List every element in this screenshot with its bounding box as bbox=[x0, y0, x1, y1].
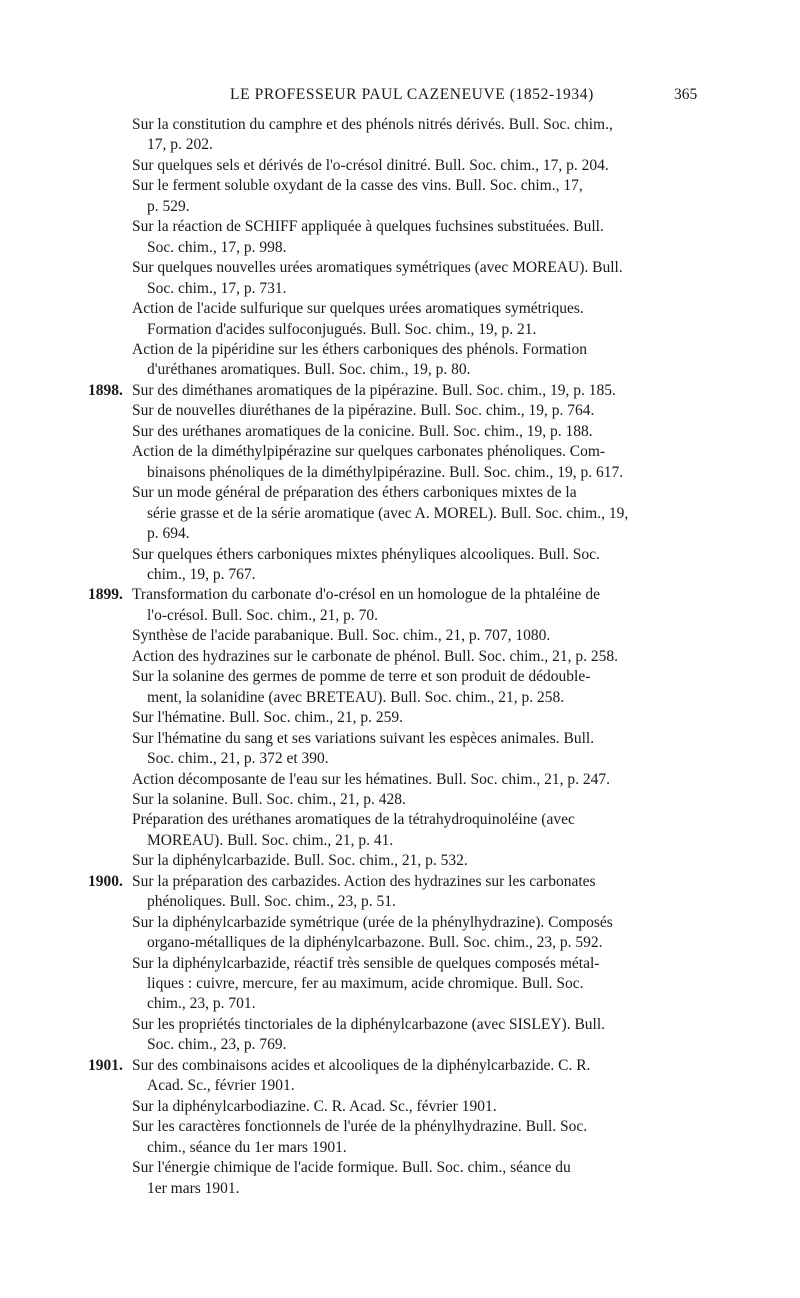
entry-line: Sur la solanine. Bull. Soc. chim., 21, p. 428. bbox=[132, 790, 406, 808]
entry-reference bbox=[132, 115, 697, 156]
bibliography-entry bbox=[0, 667, 800, 708]
entry-line: Action des hydrazines sur le carbonate de phénol. Bull. Soc. chim., 21, p. 258. bbox=[132, 647, 618, 665]
entry-line: Sur les propriétés tinctoriales de la diphénylcarbazone (avec SISLEY). Bull. bbox=[132, 1015, 606, 1033]
bibliography-entry bbox=[0, 729, 800, 770]
bibliography-entry bbox=[0, 770, 800, 790]
bibliography-entry bbox=[0, 851, 800, 871]
bibliography-entry bbox=[0, 156, 800, 176]
entry-line: Acad. Sc., février 1901. bbox=[147, 1077, 295, 1095]
entry-line: d'uréthanes aromatiques. Bull. Soc. chim., 19, p. 80. bbox=[147, 361, 471, 379]
entry-line: Sur l'énergie chimique de l'acide formique. Bull. Soc. chim., séance du bbox=[132, 1159, 571, 1177]
bibliography-entry bbox=[0, 217, 800, 258]
entry-reference bbox=[132, 647, 697, 667]
bibliography-entry bbox=[0, 872, 800, 913]
entry-line: Sur la préparation des carbazides. Action des hydrazines sur les carbonates bbox=[132, 872, 596, 890]
bibliography-entry bbox=[0, 1056, 800, 1097]
entry-line: Sur un mode général de préparation des éthers carboniques mixtes de la bbox=[132, 484, 577, 502]
entry-reference bbox=[132, 1117, 697, 1158]
entry-line: Soc. chim., 23, p. 769. bbox=[147, 1036, 287, 1054]
entry-reference bbox=[132, 810, 697, 851]
entry-reference bbox=[132, 790, 697, 810]
bibliography-entry bbox=[0, 483, 800, 544]
entry-reference bbox=[132, 340, 697, 381]
entry-line: Sur des diméthanes aromatiques de la pipérazine. Bull. Soc. chim., 19, p. 185. bbox=[132, 381, 616, 399]
entry-line: Soc. chim., 21, p. 372 et 390. bbox=[147, 750, 329, 768]
entry-line: Action décomposante de l'eau sur les hématines. Bull. Soc. chim., 21, p. 247. bbox=[132, 770, 611, 788]
entry-reference bbox=[132, 545, 697, 586]
entry-reference bbox=[132, 954, 697, 1015]
entry-reference bbox=[132, 1097, 697, 1117]
bibliography-entry bbox=[0, 176, 800, 217]
entry-reference bbox=[132, 1015, 697, 1056]
entry-line: Soc. chim., 17, p. 998. bbox=[147, 238, 287, 256]
entry-reference bbox=[132, 176, 697, 217]
entry-line: Sur quelques sels et dérivés de l'o-crésol dinitré. Bull. Soc. chim., 17, p. 204. bbox=[132, 156, 609, 174]
entry-line: Action de la diméthylpipérazine sur quelques carbonates phénoliques. Com- bbox=[132, 443, 606, 461]
entry-line: Sur quelques éthers carboniques mixtes phényliques alcooliques. Bull. Soc. bbox=[132, 545, 600, 563]
entry-reference bbox=[132, 585, 697, 626]
entry-line: Soc. chim., 17, p. 731. bbox=[147, 279, 287, 297]
bibliography-list bbox=[0, 115, 800, 1199]
page-number: 365 bbox=[674, 86, 698, 103]
entry-reference bbox=[132, 913, 697, 954]
entry-line: chim., 23, p. 701. bbox=[147, 995, 256, 1013]
entry-line: p. 529. bbox=[147, 197, 190, 215]
entry-line: Sur la solanine des germes de pomme de terre et son produit de dédouble- bbox=[132, 668, 591, 686]
entry-line: Sur de nouvelles diuréthanes de la pipérazine. Bull. Soc. chim., 19, p. 764. bbox=[132, 402, 595, 420]
entry-reference bbox=[132, 217, 697, 258]
entry-line: Sur la constitution du camphre et des phénols nitrés dérivés. Bull. Soc. chim., bbox=[132, 116, 613, 133]
entry-line: binaisons phénoliques de la diméthylpipérazine. Bull. Soc. chim., 19, p. 617. bbox=[147, 463, 624, 481]
bibliography-entry bbox=[0, 422, 800, 442]
entry-reference bbox=[132, 299, 697, 340]
entry-line: chim., 19, p. 767. bbox=[147, 565, 256, 583]
entry-reference bbox=[132, 872, 697, 913]
bibliography-entry bbox=[0, 954, 800, 1015]
bibliography-entry bbox=[0, 401, 800, 421]
entry-line: série grasse et de la série aromatique (avec A. MOREL). Bull. Soc. chim., 19, bbox=[147, 504, 629, 522]
entry-reference bbox=[132, 851, 697, 871]
entry-line: phénoliques. Bull. Soc. chim., 23, p. 51. bbox=[147, 893, 396, 911]
entry-line: Sur l'hématine du sang et ses variations suivant les espèces animales. Bull. bbox=[132, 729, 595, 747]
bibliography-entry bbox=[0, 340, 800, 381]
entry-reference bbox=[132, 770, 697, 790]
entry-reference bbox=[132, 442, 697, 483]
entry-reference bbox=[132, 483, 697, 544]
entry-line: Synthèse de l'acide parabanique. Bull. Soc. chim., 21, p. 707, 1080. bbox=[132, 627, 551, 645]
entry-line: ment, la solanidine (avec BRETEAU). Bull. Soc. chim., 21, p. 258. bbox=[147, 688, 565, 706]
entry-line: p. 694. bbox=[147, 525, 190, 543]
bibliography-entry bbox=[0, 299, 800, 340]
entry-reference bbox=[132, 381, 697, 401]
entry-line: Sur des combinaisons acides et alcooliques de la diphénylcarbazide. C. R. bbox=[132, 1056, 591, 1074]
bibliography-entry bbox=[0, 913, 800, 954]
entry-line: Sur la réaction de SCHIFF appliquée à quelques fuchsines substituées. Bull. bbox=[132, 218, 604, 236]
entry-line: Sur quelques nouvelles urées aromatiques symétriques (avec MOREAU). Bull. bbox=[132, 259, 623, 277]
bibliography-entry bbox=[0, 1158, 800, 1199]
bibliography-entry bbox=[0, 258, 800, 299]
bibliography-entry bbox=[0, 1117, 800, 1158]
entry-year: 1901. bbox=[88, 1056, 123, 1074]
entry-line: Sur la diphénylcarbazide symétrique (urée de la phénylhydrazine). Composés bbox=[132, 913, 613, 931]
entry-line: Sur les caractères fonctionnels de l'urée de la phénylhydrazine. Bull. Soc. bbox=[132, 1118, 588, 1136]
bibliography-entry bbox=[0, 647, 800, 667]
entry-year: 1899. bbox=[88, 586, 123, 604]
entry-line: Action de la pipéridine sur les éthers carboniques des phénols. Formation bbox=[132, 340, 587, 358]
entry-line: l'o-crésol. Bull. Soc. chim., 21, p. 70. bbox=[147, 606, 378, 624]
entry-reference bbox=[132, 667, 697, 708]
entry-line: 1er mars 1901. bbox=[147, 1179, 240, 1197]
entry-reference bbox=[132, 708, 697, 728]
entry-year: 1900. bbox=[88, 872, 123, 890]
entry-line: Sur l'hématine. Bull. Soc. chim., 21, p. 259. bbox=[132, 709, 404, 727]
entry-line: Formation d'acides sulfoconjugués. Bull. Soc. chim., 19, p. 21. bbox=[147, 320, 537, 338]
entry-line: liques : cuivre, mercure, fer au maximum, acide chromique. Bull. Soc. bbox=[147, 975, 584, 993]
entry-line: Action de l'acide sulfurique sur quelques urées aromatiques symétriques. bbox=[132, 300, 584, 318]
bibliography-entry bbox=[0, 1097, 800, 1117]
bibliography-entry bbox=[0, 115, 800, 156]
running-header bbox=[0, 86, 800, 110]
bibliography-entry bbox=[0, 442, 800, 483]
entry-reference bbox=[132, 156, 697, 176]
bibliography-entry bbox=[0, 585, 800, 626]
entry-line: Sur des uréthanes aromatiques de la conicine. Bull. Soc. chim., 19, p. 188. bbox=[132, 422, 593, 440]
bibliography-entry bbox=[0, 545, 800, 586]
entry-reference bbox=[132, 422, 697, 442]
entry-line: Préparation des uréthanes aromatiques de la tétrahydroquinoléine (avec bbox=[132, 811, 575, 829]
bibliography-entry bbox=[0, 810, 800, 851]
bibliography-entry bbox=[0, 790, 800, 810]
entry-reference bbox=[132, 258, 697, 299]
entry-reference bbox=[132, 626, 697, 646]
entry-line: Sur la diphénylcarbazide. Bull. Soc. chim., 21, p. 532. bbox=[132, 852, 468, 870]
entry-reference bbox=[132, 401, 697, 421]
entry-line: chim., séance du 1er mars 1901. bbox=[147, 1138, 347, 1156]
entry-line: Sur la diphénylcarbodiazine. C. R. Acad. Sc., février 1901. bbox=[132, 1097, 497, 1115]
running-title: LE PROFESSEUR PAUL CAZENEUVE (1852-1934) bbox=[230, 86, 594, 103]
entry-line: MOREAU). Bull. Soc. chim., 21, p. 41. bbox=[147, 831, 394, 849]
entry-reference bbox=[132, 1158, 697, 1199]
entry-line: Sur la diphénylcarbazide, réactif très sensible de quelques composés métal- bbox=[132, 954, 600, 972]
entry-reference bbox=[132, 1056, 697, 1097]
entry-line: organo-métalliques de la diphénylcarbazone. Bull. Soc. chim., 23, p. 592. bbox=[147, 934, 603, 952]
entry-year: 1898. bbox=[88, 381, 123, 399]
bibliography-entry bbox=[0, 626, 800, 646]
entry-line: 17, p. 202. bbox=[147, 136, 213, 154]
entry-line: Sur le ferment soluble oxydant de la casse des vins. Bull. Soc. chim., 17, bbox=[132, 177, 583, 195]
bibliography-entry bbox=[0, 1015, 800, 1056]
bibliography-entry bbox=[0, 381, 800, 401]
entry-line: Transformation du carbonate d'o-crésol en un homologue de la phtaléine de bbox=[132, 586, 600, 604]
entry-reference bbox=[132, 729, 697, 770]
bibliography-entry bbox=[0, 708, 800, 728]
